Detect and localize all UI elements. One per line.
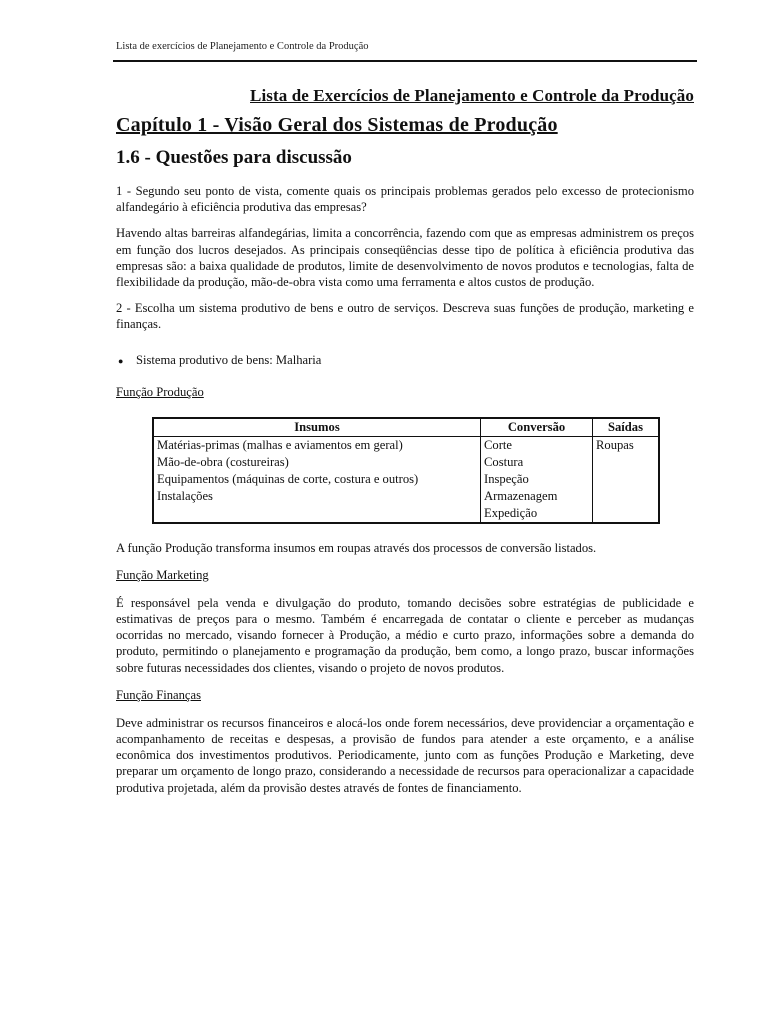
insumo-item: Equipamentos (máquinas de corte, costura e outros): [157, 471, 419, 486]
running-header: Lista de exercícios de Planejamento e Controle da Produção: [116, 41, 369, 52]
production-table: [152, 417, 660, 524]
table-header-conversao: Conversão: [481, 418, 593, 437]
heading-funcao-financas: Função Finanças: [116, 687, 201, 702]
conversao-item: Costura: [484, 454, 524, 469]
conversao-item: Corte: [484, 437, 512, 452]
chapter-title: Capítulo 1 - Visão Geral dos Sistemas de Produção: [116, 114, 558, 136]
conversao-item: Inspeção: [484, 471, 529, 486]
saida-item: Roupas: [596, 437, 634, 452]
marketing-text: É responsável pela venda e divulgação do produto, tomando decisões sobre estratégias de publicidade e estimativas de preços para o mesmo. Também é encarregada de contatar o cliente e perceber as mudanças ocorridas no mercado, visando fornecer à Produção, a médio e curto prazo, informações sobre a demanda do produto, permitindo o planejamento e programação da produção, bem como, a longo prazo, buscar informações sobre futuras necessidades dos clientes, visando o projeto de novos produtos.: [116, 595, 694, 675]
insumo-item: Mão-de-obra (costureiras): [157, 454, 289, 469]
conversao-item: Expedição: [484, 505, 538, 520]
bullet-item-text: Sistema produtivo de bens: Malharia: [136, 352, 322, 367]
table-row: [153, 436, 659, 523]
document-title: Lista de Exercícios de Planejamento e Controle da Produção: [250, 86, 694, 105]
question-2: 2 - Escolha um sistema produtivo de bens e outro de serviços. Descreva suas funções de produção, marketing e finanças.: [116, 301, 694, 332]
insumo-item: Matérias-primas (malhas e aviamentos em geral): [157, 437, 403, 452]
bullet-item: [116, 353, 694, 368]
document-body: [116, 86, 694, 796]
header-rule: [113, 60, 697, 62]
insumo-item: Instalações: [157, 488, 213, 503]
heading-funcao-producao: Função Produção: [116, 384, 204, 399]
table-header-row: [153, 418, 659, 437]
table-header-insumos: Insumos: [153, 418, 481, 437]
saidas-cell: [593, 436, 660, 523]
producao-text: A função Produção transforma insumos em roupas através dos processos de conversão listados.: [116, 540, 597, 555]
conversao-cell: [481, 436, 593, 523]
section-title: 1.6 - Questões para discussão: [116, 147, 352, 168]
table-header-saidas: Saídas: [593, 418, 660, 437]
answer-1: Havendo altas barreiras alfandegárias, limita a concorrência, fazendo com que as empresas administrem os preços em função dos lucros desejados. As principais conseqüências desse tipo de política à eficiência produtiva das empresas são: a baixa qualidade de produtos, limite de desenvolvimento de novos produtos e tecnologias, falta de flexibilidade da produção, mão-de-obra vista como uma ferramenta e altos custos de produção.: [116, 226, 694, 290]
insumos-cell: [153, 436, 481, 523]
conversao-item: Armazenagem: [484, 488, 558, 503]
bullet-dot-icon: ●: [118, 355, 124, 366]
question-1: 1 - Segundo seu ponto de vista, comente quais os principais problemas gerados pelo excesso de protecionismo alfandegário à eficiência produtiva das empresas?: [116, 184, 694, 215]
financas-text: Deve administrar os recursos financeiros e alocá-los onde forem necessários, deve providenciar a orçamentação e acompanhamento de receitas e despesas, a provisão de fundos para atender a este orçamento, e a análise econômica dos investimentos produtivos. Periodicamente, junto com as funções Produção e Marketing, deve preparar um orçamento de longo prazo, considerando a necessidade de recursos para operacionalizar a capacidade produtiva projetada, além da provisão destes através de fontes de financiamento.: [116, 715, 694, 795]
heading-funcao-marketing: Função Marketing: [116, 567, 209, 582]
